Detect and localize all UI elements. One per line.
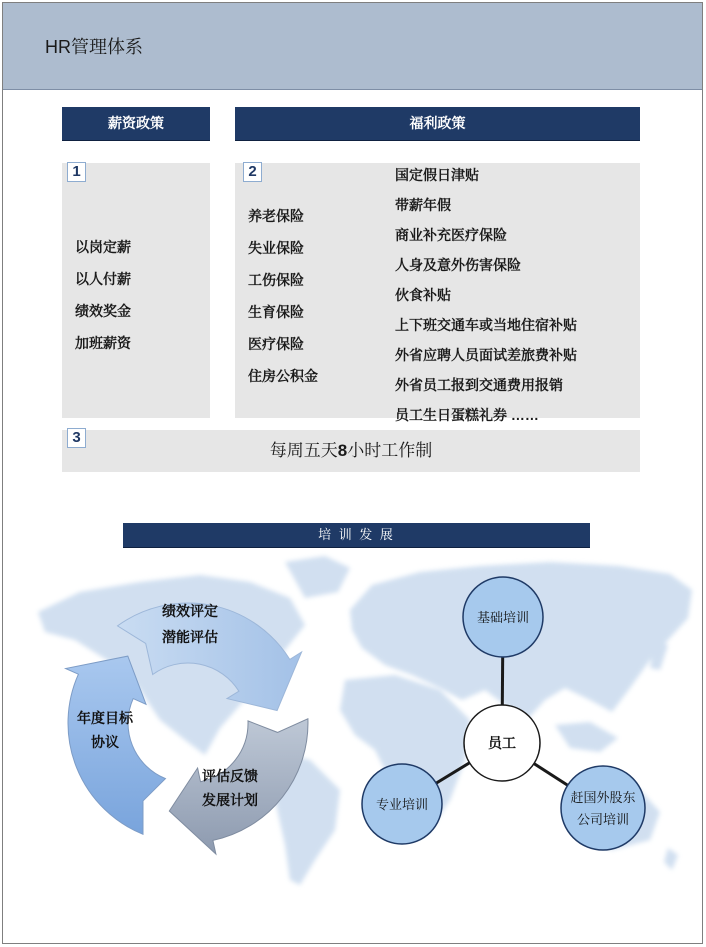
insurance-item: 失业保险 <box>248 240 304 256</box>
benefit-item: 外省应聘人员面试差旅费补贴 <box>395 347 577 363</box>
salary-item: 以人付薪 <box>75 271 131 287</box>
work-schedule-text-after: 小时工作制 <box>347 441 433 460</box>
cycle-label-top-line2: 潜能评估 <box>162 629 218 645</box>
benefit-item: 人身及意外伤害保险 <box>395 257 521 273</box>
benefit-item: 员工生日蛋糕礼券 …… <box>395 407 539 423</box>
cycle-label-left-line1: 年度目标 <box>77 710 133 726</box>
salary-policy-heading: 薪资政策 <box>62 107 210 140</box>
welfare-policy-heading: 福利政策 <box>235 107 640 140</box>
benefit-item: 伙食补贴 <box>395 287 451 303</box>
page-title: HR管理体系 <box>45 37 143 57</box>
cycle-label-right-line1: 评估反馈 <box>202 768 258 784</box>
work-schedule-text-before: 每周五天 <box>269 441 338 460</box>
hub-label-professional-training: 专业培训 <box>375 797 429 812</box>
hub-label-overseas-line1: 赶国外股东 <box>570 790 636 805</box>
work-schedule-hours: 8 <box>337 441 348 460</box>
cycle-label-top-line1: 绩效评定 <box>162 603 218 619</box>
benefit-item: 上下班交通车或当地住宿补贴 <box>395 317 577 333</box>
salary-item: 绩效奖金 <box>75 303 131 319</box>
section-number-badge: 1 <box>67 162 86 182</box>
hub-label-employee: 员工 <box>488 735 516 751</box>
cycle-label-left-line2: 协议 <box>91 734 119 750</box>
training-development-heading: 培 训 发 展 <box>123 523 590 547</box>
benefit-item: 商业补充医疗保险 <box>395 227 507 243</box>
hub-label-overseas-line2: 公司培训 <box>576 812 630 827</box>
page-frame <box>2 2 703 944</box>
insurance-item: 住房公积金 <box>248 368 318 384</box>
benefit-item: 外省员工报到交通费用报销 <box>395 377 563 393</box>
insurance-item: 医疗保险 <box>248 336 304 352</box>
benefit-item: 国定假日津贴 <box>395 167 479 183</box>
insurance-item: 工伤保险 <box>248 272 304 288</box>
section-number-badge: 2 <box>243 162 262 182</box>
salary-item: 以岗定薪 <box>75 239 131 255</box>
benefit-item: 带薪年假 <box>395 197 451 213</box>
cycle-label-right-line2: 发展计划 <box>202 792 258 808</box>
insurance-item: 生育保险 <box>248 304 304 320</box>
section-number-badge: 3 <box>67 428 86 448</box>
insurance-item: 养老保险 <box>248 208 304 224</box>
hub-label-basic-training: 基础培训 <box>476 610 530 625</box>
salary-item: 加班薪资 <box>75 335 131 351</box>
